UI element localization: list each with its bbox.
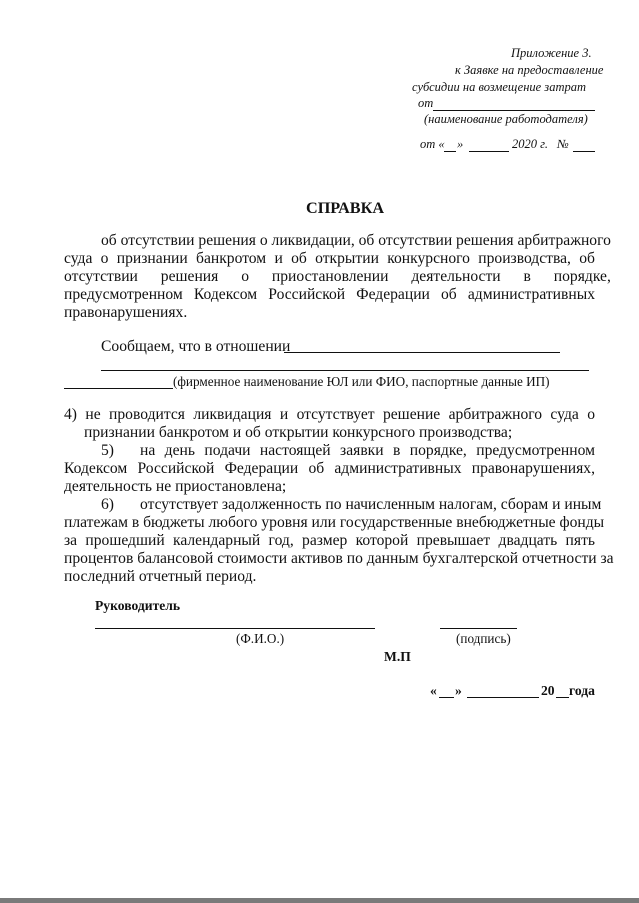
inform-name-line-2: [101, 370, 589, 371]
date-open-quote: «: [430, 683, 437, 698]
ref-number-sign: №: [557, 137, 569, 151]
item-6-line-5: последний отчетный период.: [64, 568, 257, 585]
inform-name-line-3: [64, 388, 173, 389]
page-title: СПРАВКА: [306, 199, 385, 217]
scan-border: [0, 898, 639, 903]
date-close-quote: »: [455, 683, 462, 698]
subject-line-4: предусмотренном Кодексом Российской Федерации об административных: [64, 286, 595, 303]
date-year-suffix: года: [569, 683, 595, 698]
item-5-number: 5): [101, 442, 114, 459]
ref-date-close: »: [457, 137, 464, 151]
seal-mark: М.П: [384, 649, 411, 664]
ref-number-line: [573, 151, 595, 152]
inform-text: Сообщаем, что в отношении: [101, 338, 291, 355]
item-6-line-2: платежам в бюджеты любого уровня или государственные внебюджетные фонды: [64, 514, 605, 531]
item-4-line-1: 4) не проводится ликвидация и отсутствует решение арбитражного суда о: [64, 406, 595, 423]
subject-line-3: отсутствии решения о приостановлении деятельности в порядке,: [64, 268, 611, 285]
item-4-line-2: признании банкротом и об открытии конкурсного производства;: [84, 424, 513, 441]
employer-name-line: [433, 110, 595, 111]
subject-line-2: суда о признании банкротом и об открытии конкурсного производства, об: [64, 250, 595, 267]
item-6-line-4: процентов балансовой стоимости активов по данным бухгалтерской отчетности за: [64, 550, 614, 567]
date-year-line: [556, 697, 569, 698]
item-5-line-3: деятельность не приостановлена;: [64, 478, 287, 495]
fio-caption: (Ф.И.О.): [236, 631, 285, 646]
appendix-subsidy: субсидии на возмещение затрат: [412, 80, 586, 94]
signature-caption: (подпись): [456, 631, 511, 646]
date-month-line: [467, 697, 539, 698]
appendix-to-application: к Заявке на предоставление: [455, 63, 604, 77]
signature-line: [440, 628, 517, 629]
fio-line: [95, 628, 375, 629]
ref-month-line: [469, 151, 509, 152]
appendix-number: Приложение 3.: [511, 46, 592, 60]
date-year-prefix: 20: [541, 683, 555, 698]
ref-day-line: [444, 151, 456, 152]
inform-name-line: [284, 352, 560, 353]
inform-caption: (фирменное наименование ЮЛ или ФИО, паспортные данные ИП): [173, 374, 550, 389]
subject-line-5: правонарушениях.: [64, 304, 188, 321]
employer-name-caption: (наименование работодателя): [424, 112, 588, 126]
item-6-line-3: за прошедший календарный год, размер которой превышает двадцать пять: [64, 532, 595, 549]
appendix-from-label: от: [418, 96, 434, 110]
item-6-line-1: отсутствует задолженность по начисленным налогам, сборам и иным: [140, 496, 602, 513]
ref-date-prefix: от «: [420, 137, 445, 151]
item-6-number: 6): [101, 496, 114, 513]
item-5-line-2: Кодексом Российской Федерации об административных правонарушениях,: [64, 460, 595, 477]
date-day-line: [439, 697, 454, 698]
head-label: Руководитель: [95, 598, 181, 613]
item-5-line-1: на день подачи настоящей заявки в порядке, предусмотренном: [140, 442, 595, 459]
subject-line-1: об отсутствии решения о ликвидации, об отсутствии решения арбитражного: [101, 232, 611, 249]
ref-year: 2020 г.: [512, 137, 548, 151]
